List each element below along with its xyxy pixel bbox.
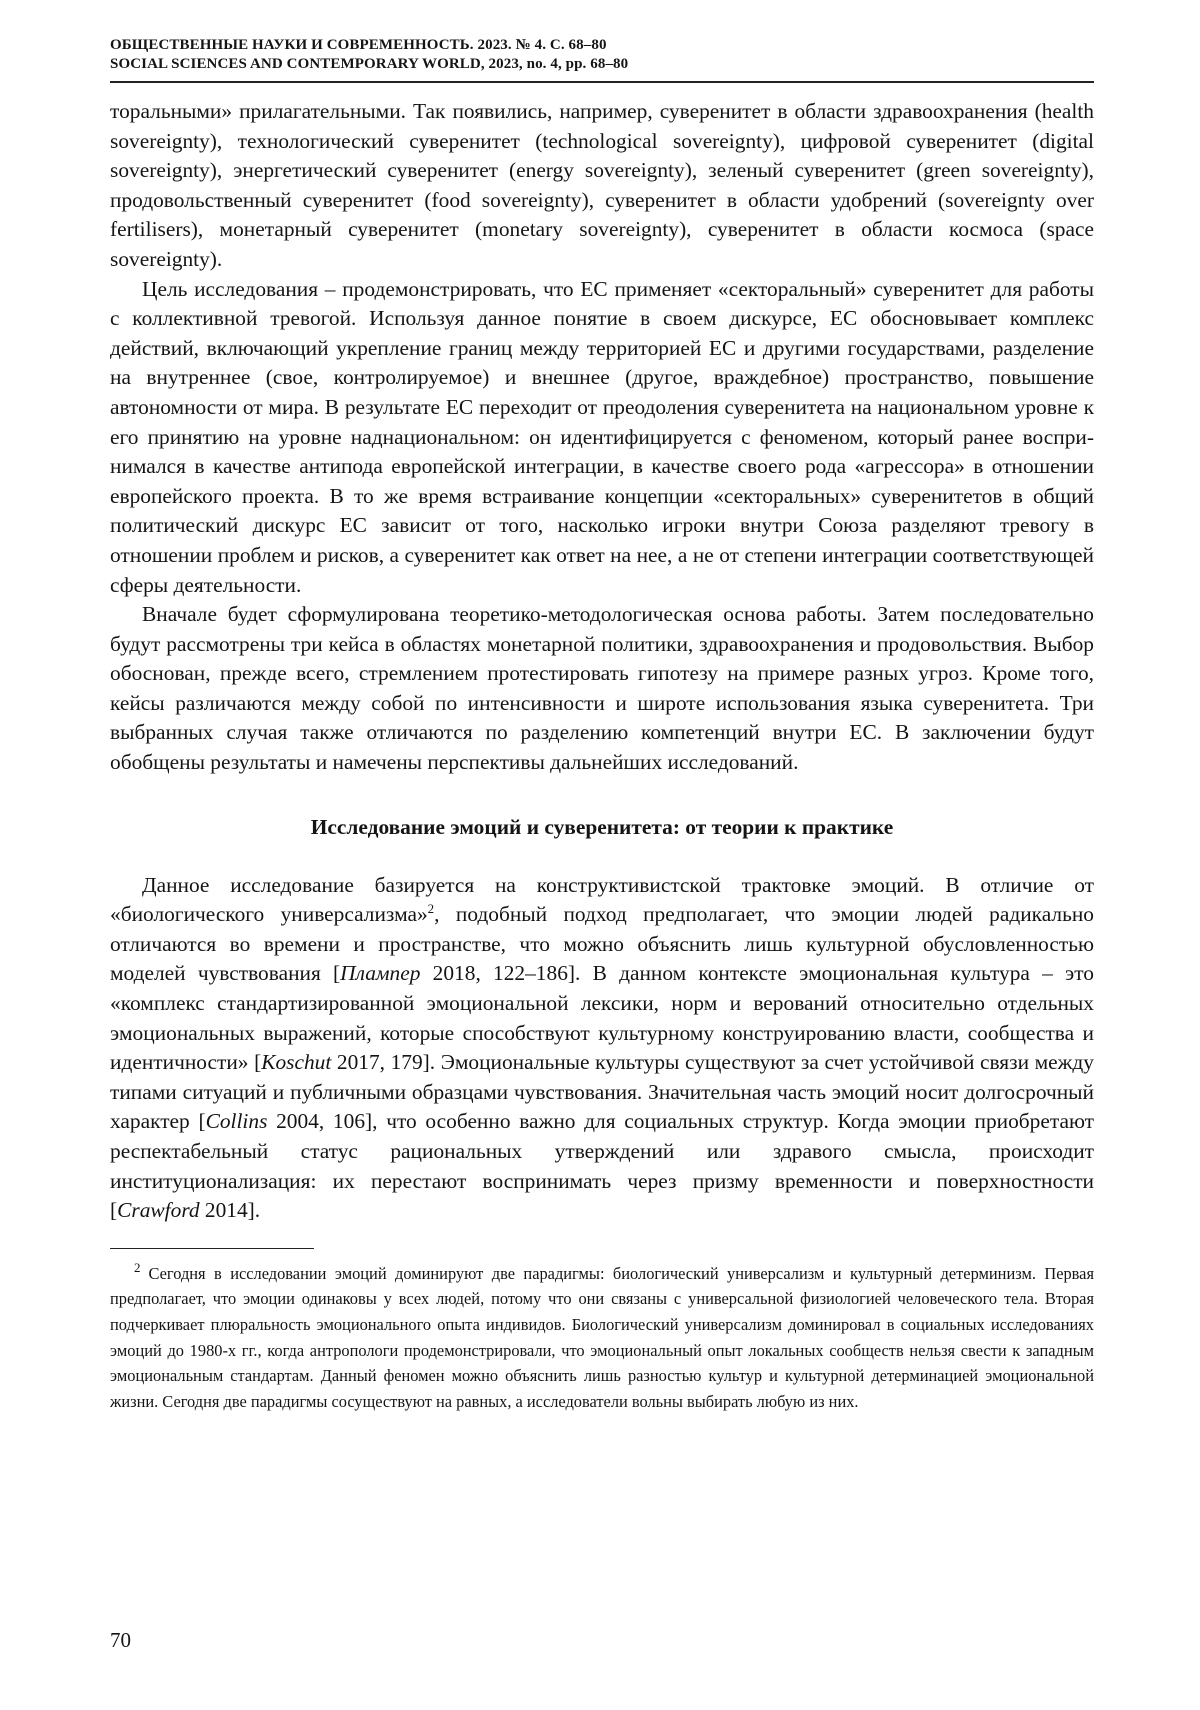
journal-page bbox=[110, 36, 1094, 1414]
paragraph-2: Цель исследования – продемонстрировать, что ЕС применяет «секторальный» суверенитет для работы с коллективной тревогой. Используя данное понятие в своем дискурсе, ЕС обосновывает комплекс действий, включающий укрепление границ между территорией ЕС и другими государствами, разделение на внутреннее (свое, контролируемое) и внешнее (другое, враждебное) пространство, повышение автономности от мира. В результате ЕС переходит от преодоления суверенитета на национальном уровне к его принятию на уровне наднациональном: он идентифицируется с феноменом, который ранее воспринимался в качестве антипода европейской интеграции, в качестве своего рода «агрессора» в отношении европейского проекта. В то же время встраивание концепции «секторальных» суверенитетов в общий политический дискурс ЕС зависит от того, насколько игроки внутри Союза разделяют тревогу в отношении проблем и рисков, а суверенитет как ответ на нее, а не от степени интеграции соответствующей сферы деятельности. bbox=[110, 276, 1094, 597]
footnote-number: 2 bbox=[134, 1260, 141, 1276]
paragraph-1: торальными» прилагательными. Так появились, например, суверенитет в области здравоохранения (health sovereignty), технологический суверенитет (technological sovereignty), цифровой суверенитет (digital sovereignty), энергетический суверенитет (energy sovereignty), зеленый суверенитет (green sovereignty), продовольственный суверенитет (food sovereignty), суверенитет в области удобрений (sovereignty over fertilisers), монетарный суверенитет (monetary sovereignty), суверенитет в области космоса (space sovereignty). bbox=[110, 99, 1094, 271]
citation-author-plamper: Плампер bbox=[340, 961, 421, 986]
footnote-reference[interactable]: 2 bbox=[427, 901, 435, 917]
p4-text-3: 2018, 122–186]. В данном контексте эмоциональная культура – это «комплекс стандартизированной эмоциональной лексики, норм и верований относительно отдельных эмоциональных выражений, которые способствуют культурному конструированию власти, сообщества и идентичности» [ bbox=[110, 961, 1094, 1075]
running-header bbox=[110, 36, 1094, 74]
p4-text-6: 2014]. bbox=[199, 1198, 261, 1223]
citation-author-collins: Collins bbox=[205, 1109, 268, 1134]
footnote-divider bbox=[110, 1248, 314, 1249]
p4-text-2: , подобный подход предполагает, что эмоции людей радикально отличаются во времени и пространстве, что можно объяснить лишь культурной обусловленностью моделей чувствования [ bbox=[110, 902, 1094, 986]
footnote-text: Сегодня в исследовании эмоций доминируют две парадигмы: биологический универсализм и культурный детерминизм. Первая предполагает, что эмоции одинаковы у всех людей, потому что они связаны с универсальной физиологией человеческого тела. Вторая подчеркивает плюральность эмоционального опыта индивидов. Биологический универсализм доминировал в социальных исследованиях эмоций до 1980-х гг., когда антропологи продемонстрировали, что эмоциональный опыт локальных сообществ нельзя свести к западным эмоциональным стандартам. Данный феномен можно объяснить лишь разностью культур и культурной детерминацией эмоциональной жизни. Сегодня две парадигмы сосуществуют на равных, а исследователи вольны выбирать любую из них. bbox=[110, 1263, 1094, 1411]
article-body bbox=[110, 97, 1094, 1226]
citation-author-crawford: Crawford bbox=[117, 1198, 200, 1223]
footnote bbox=[110, 1261, 1094, 1415]
p4-text-1: Данное исследование базируется на конструктивистской трактовке эмоций. В отличие от «биологического универсализма» bbox=[110, 872, 1094, 927]
section-heading: Исследование эмоций и суверенитета: от теории к практике bbox=[310, 814, 894, 839]
paragraph-3: Вначале будет сформулирована теоретико-методологическая основа работы. Затем последовательно будут рассмотрены три кейса в областях монетарной политики, здравоохранения и продовольствия. Выбор обоснован, прежде всего, стремлением протестировать гипотезу на примере разных угроз. Кроме того, кейсы различаются между собой по интенсивности и широте использования языка суверенитета. Три выбранных случая также отличаются по разделению компетенций внутри ЕС. В заключении будут обобщены результаты и намечены перспективы дальнейших исследований. bbox=[110, 602, 1094, 775]
paragraph-4 bbox=[110, 871, 1094, 1226]
p4-text-5: 2004, 106], что особенно важно для социальных структур. Когда эмоции приобретают респектабельный статус рациональных утверждений или здравого смысла, происходит институционализация: их перестают воспринимать через призму временности и поверхностности [ bbox=[110, 1109, 1094, 1223]
running-header-en: SOCIAL SCIENCES AND CONTEMPORARY WORLD, 2023, no. 4, pp. 68–80 bbox=[110, 56, 629, 72]
page-number: 70 bbox=[110, 1628, 131, 1652]
citation-author-koschut: Koschut bbox=[261, 1050, 332, 1075]
running-header-ru: ОБЩЕСТВЕННЫЕ НАУКИ И СОВРЕМЕННОСТЬ. 2023. № 4. С. 68–80 bbox=[110, 37, 607, 53]
p4-text-4: 2017, 179]. Эмоциональные культуры существуют за счет устойчивой связи между типами ситуаций и публичными образцами чувствования. Значительная часть эмоций носит долгосрочный характер [ bbox=[110, 1050, 1094, 1134]
header-divider bbox=[110, 81, 1094, 83]
